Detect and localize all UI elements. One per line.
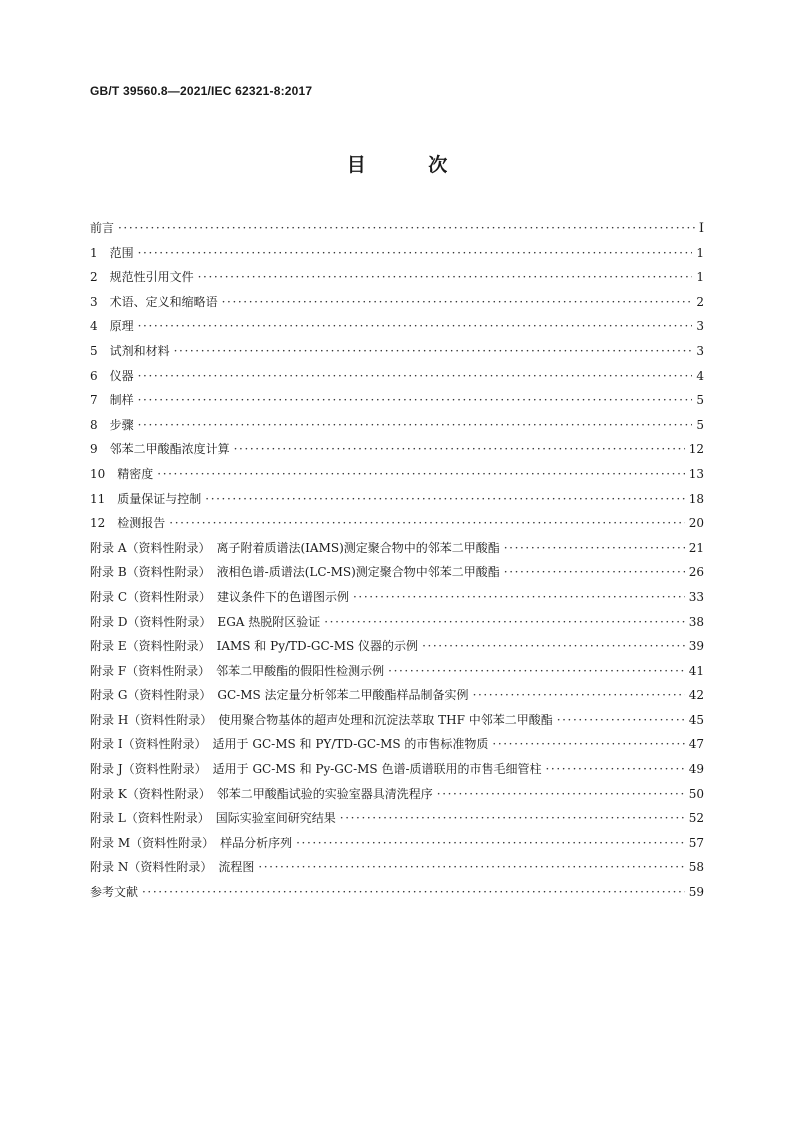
toc-entry-label: 附录 L（资料性附录） 国际实验室间研究结果	[90, 811, 336, 826]
toc-list	[90, 216, 704, 905]
toc-entry-page: 12	[688, 442, 704, 457]
toc-entry-11[interactable]	[90, 487, 704, 512]
dot-leader	[492, 732, 684, 757]
dot-leader	[138, 364, 693, 389]
dot-leader	[473, 683, 685, 708]
toc-entry-label: 附录 G（资料性附录） GC-MS 法定量分析邻苯二甲酸酯样品制备实例	[90, 688, 469, 703]
dot-leader	[174, 339, 693, 364]
dot-leader	[340, 806, 685, 831]
toc-entry-annex-j[interactable]	[90, 757, 704, 782]
toc-entry-7[interactable]	[90, 388, 704, 413]
toc-entry-10[interactable]	[90, 462, 704, 487]
toc-entry-label: 5 试剂和材料	[90, 343, 170, 358]
toc-entry-page: 50	[688, 786, 704, 801]
toc-entry-label: 7 制样	[90, 393, 134, 408]
toc-entry-page: 3	[696, 343, 704, 358]
toc-entry-page: Ⅰ	[698, 221, 704, 236]
toc-entry-label: 附录 C（资料性附录） 建议条件下的色谱图示例	[90, 589, 349, 604]
toc-entry-6[interactable]	[90, 364, 704, 389]
dot-leader	[296, 831, 685, 856]
toc-entry-label: 1 范围	[90, 245, 134, 260]
dot-leader	[138, 314, 693, 339]
dot-leader	[142, 880, 685, 905]
toc-entry-foreword[interactable]	[90, 216, 704, 241]
toc-entry-page: 45	[688, 712, 704, 727]
dot-leader	[353, 585, 685, 610]
dot-leader	[258, 855, 684, 880]
toc-entry-label: 附录 F（资料性附录） 邻苯二甲酸酯的假阳性检测示例	[90, 663, 385, 678]
toc-entry-label: 11 质量保证与控制	[90, 491, 202, 506]
toc-title: 目 次	[346, 154, 476, 176]
dot-leader	[388, 659, 685, 684]
dot-leader	[138, 413, 693, 438]
toc-entry-label: 前言	[90, 221, 115, 235]
toc-entry-8[interactable]	[90, 413, 704, 438]
toc-entry-page: 33	[688, 589, 704, 604]
toc-entry-label: 10 精密度	[90, 466, 154, 481]
toc-entry-page: 2	[696, 294, 704, 309]
toc-entry-annex-c[interactable]	[90, 585, 704, 610]
toc-entry-annex-d[interactable]	[90, 610, 704, 635]
dot-leader	[324, 610, 684, 635]
toc-entry-page: 52	[688, 811, 704, 826]
dot-leader	[546, 757, 685, 782]
toc-entry-4[interactable]	[90, 314, 704, 339]
toc-entry-1[interactable]	[90, 241, 704, 266]
toc-entry-annex-f[interactable]	[90, 659, 704, 684]
toc-entry-page: 41	[688, 663, 704, 678]
dot-leader	[169, 511, 684, 536]
dot-leader	[205, 487, 684, 512]
dot-leader	[504, 560, 685, 585]
toc-entry-page: 26	[688, 565, 704, 580]
toc-entry-page: 1	[696, 270, 704, 285]
dot-leader	[234, 437, 685, 462]
toc-entry-label: 附录 K（资料性附录） 邻苯二甲酸酯试验的实验室器具清洗程序	[90, 786, 433, 801]
dot-leader	[504, 536, 685, 561]
toc-entry-page: 3	[696, 319, 704, 334]
toc-entry-label: 参考文献	[90, 885, 139, 900]
toc-entry-page: 4	[696, 368, 704, 383]
toc-entry-page: 18	[688, 491, 704, 506]
toc-entry-page: 42	[688, 688, 704, 703]
toc-entry-label: 附录 B（资料性附录） 液相色谱-质谱法(LC-MS)测定聚合物中邻苯二甲酸酯	[90, 565, 500, 580]
toc-entry-9[interactable]	[90, 437, 704, 462]
standard-number: GB/T 39560.8—2021/IEC 62321-8:2017	[90, 84, 313, 98]
toc-entry-5[interactable]	[90, 339, 704, 364]
toc-entry-label: 附录 H（资料性附录） 使用聚合物基体的超声处理和沉淀法萃取 THF 中邻苯二甲酸酯	[90, 712, 553, 727]
toc-entry-page: 57	[688, 835, 704, 850]
toc-entry-annex-g[interactable]	[90, 683, 704, 708]
toc-entry-label: 附录 N（资料性附录） 流程图	[90, 860, 255, 875]
dot-leader	[138, 241, 693, 266]
toc-entry-label: 附录 D（资料性附录） EGA 热脱附区验证	[90, 614, 321, 629]
toc-entry-page: 5	[696, 393, 704, 408]
toc-entry-label: 附录 I（资料性附录） 适用于 GC-MS 和 PY/TD-GC-MS 的市售标准物质	[90, 737, 489, 752]
toc-entry-annex-m[interactable]	[90, 831, 704, 856]
toc-entry-annex-i[interactable]	[90, 732, 704, 757]
dot-leader	[138, 388, 693, 413]
dot-leader	[557, 708, 685, 733]
dot-leader	[222, 290, 693, 315]
toc-entry-page: 1	[696, 245, 704, 260]
toc-entry-label: 3 术语、定义和缩略语	[90, 294, 218, 309]
toc-entry-label: 附录 A（资料性附录） 离子附着质谱法(IAMS)测定聚合物中的邻苯二甲酸酯	[90, 540, 500, 555]
dot-leader	[157, 462, 684, 487]
toc-entry-page: 39	[688, 639, 704, 654]
toc-entry-annex-a[interactable]	[90, 536, 704, 561]
toc-entry-annex-e[interactable]	[90, 634, 704, 659]
toc-entry-label: 附录 J（资料性附录） 适用于 GC-MS 和 Py-GC-MS 色谱-质谱联用的市售毛细管柱	[90, 762, 542, 777]
toc-entry-label: 12 检测报告	[90, 516, 166, 531]
dot-leader	[437, 782, 685, 807]
toc-entry-page: 5	[696, 417, 704, 432]
toc-entry-label: 9 邻苯二甲酸酯浓度计算	[90, 442, 230, 457]
toc-entry-page: 20	[688, 516, 704, 531]
toc-entry-label: 2 规范性引用文件	[90, 270, 194, 285]
toc-entry-annex-b[interactable]	[90, 560, 704, 585]
toc-entry-page: 59	[688, 885, 704, 900]
toc-entry-page: 47	[688, 737, 704, 752]
dot-leader	[198, 265, 693, 290]
toc-entry-page: 49	[688, 762, 704, 777]
toc-entry-annex-n[interactable]	[90, 855, 704, 880]
toc-entry-page: 21	[688, 540, 704, 555]
toc-entry-annex-h[interactable]	[90, 708, 704, 733]
dot-leader	[422, 634, 685, 659]
toc-entry-label: 附录 E（资料性附录） IAMS 和 Py/TD-GC-MS 仪器的示例	[90, 639, 419, 654]
dot-leader	[118, 216, 695, 241]
toc-entry-label: 6 仪器	[90, 368, 134, 383]
toc-entry-annex-k[interactable]	[90, 782, 704, 807]
toc-entry-12[interactable]	[90, 511, 704, 536]
toc-entry-2[interactable]	[90, 265, 704, 290]
toc-entry-page: 13	[688, 466, 704, 481]
toc-entry-label: 4 原理	[90, 319, 134, 334]
toc-entry-label: 8 步骤	[90, 417, 134, 432]
toc-entry-3[interactable]	[90, 290, 704, 315]
toc-entry-annex-l[interactable]	[90, 806, 704, 831]
toc-entry-page: 58	[688, 860, 704, 875]
toc-entry-label: 附录 M（资料性附录） 样品分析序列	[90, 835, 293, 850]
toc-entry-bibliography[interactable]	[90, 880, 704, 905]
toc-entry-page: 38	[688, 614, 704, 629]
